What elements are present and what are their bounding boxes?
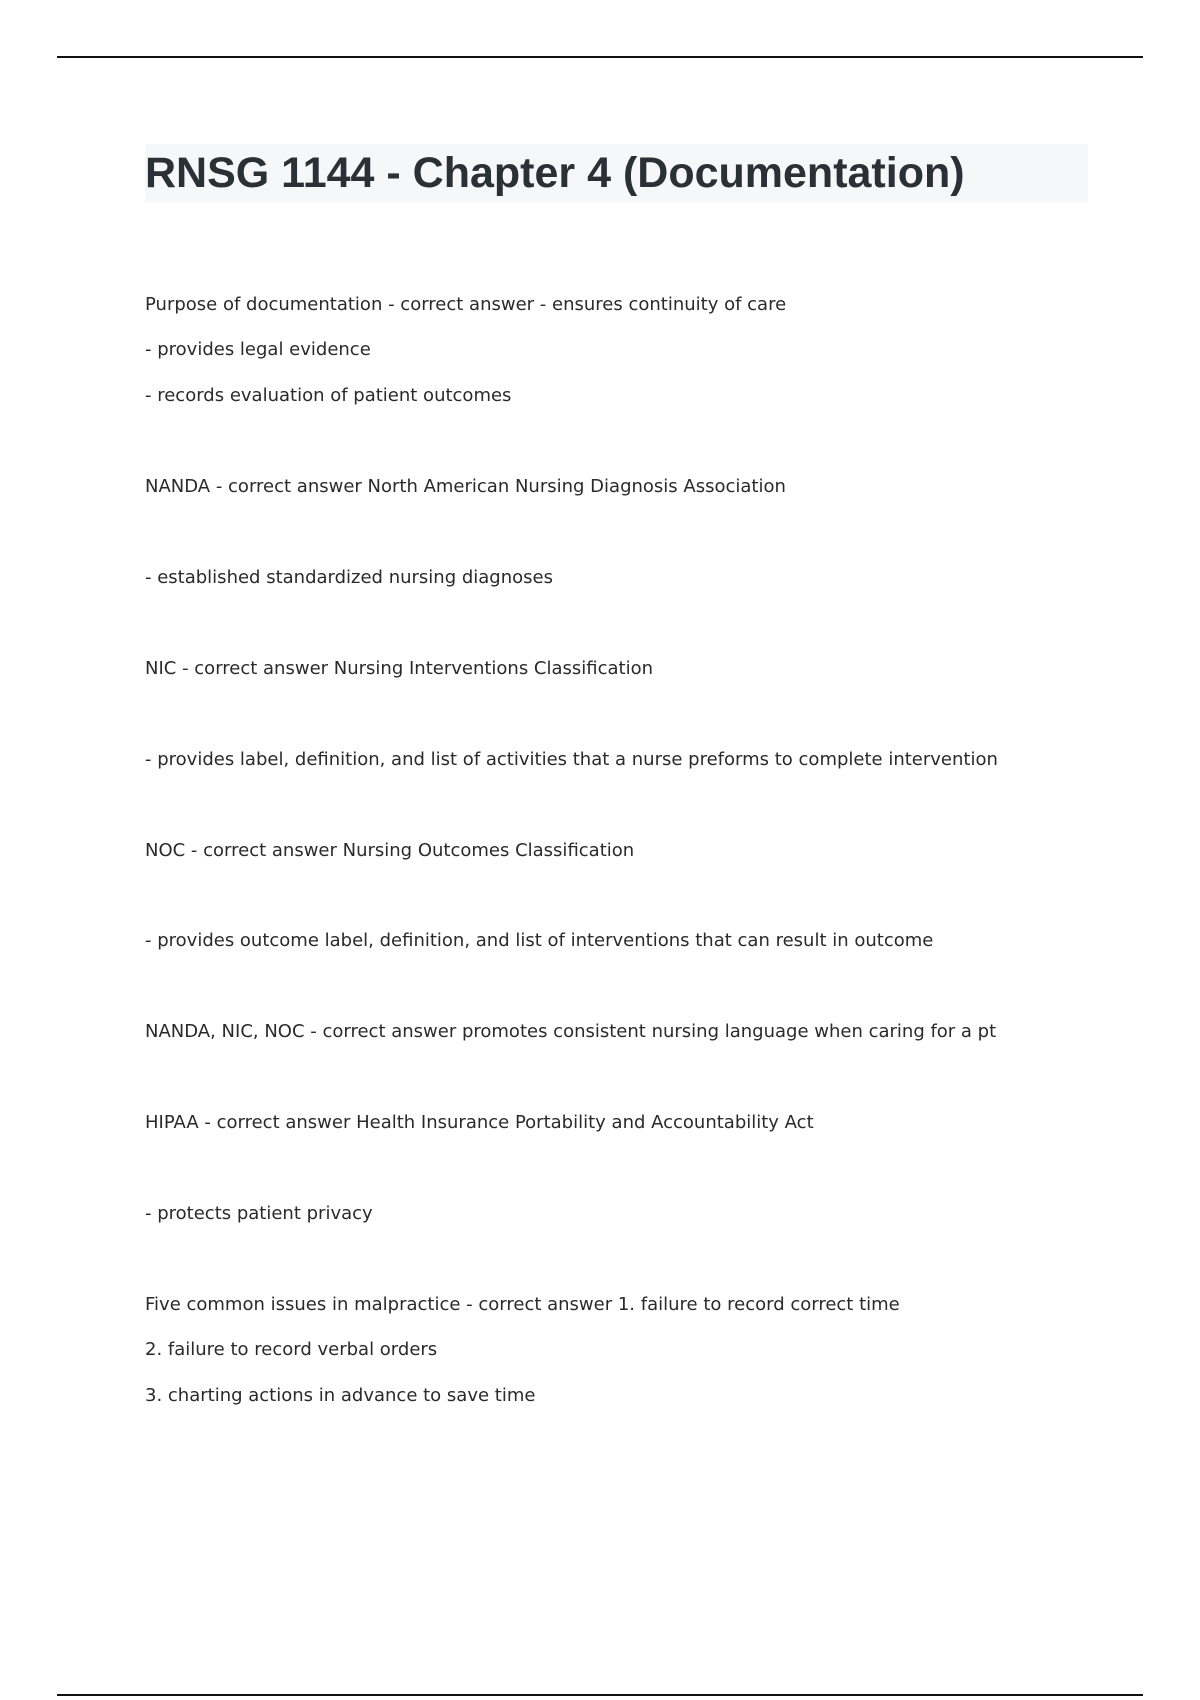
text-line: HIPAA - correct answer Health Insurance Portability and Accountability Act [145,1112,814,1133]
text-line: 3. charting actions in advance to save time [145,1385,536,1406]
text-line: Five common issues in malpractice - correct answer 1. failure to record correct time [145,1294,900,1315]
page-top-rule [57,56,1143,58]
text-line: NANDA - correct answer North American Nursing Diagnosis Association [145,476,786,497]
text-line: Purpose of documentation - correct answer - ensures continuity of care [145,294,787,315]
text-line: - provides label, definition, and list of activities that a nurse preforms to complete intervention [145,749,998,770]
text-line: - provides outcome label, definition, and list of interventions that can result in outcome [145,930,934,951]
text-line: 2. failure to record verbal orders [145,1339,438,1360]
text-line: - provides legal evidence [145,339,371,360]
document-title: RNSG 1144 - Chapter 4 (Documentation) [145,149,965,197]
text-line: - records evaluation of patient outcomes [145,385,512,406]
text-line: NOC - correct answer Nursing Outcomes Classification [145,840,635,861]
text-line: NANDA, NIC, NOC - correct answer promotes consistent nursing language when caring for a pt [145,1021,997,1042]
text-line: - protects patient privacy [145,1203,373,1224]
document-title-block [145,144,1088,202]
text-line: - established standardized nursing diagnoses [145,567,553,588]
page-bottom-rule [57,1694,1143,1696]
text-line: NIC - correct answer Nursing Interventions Classification [145,658,654,679]
